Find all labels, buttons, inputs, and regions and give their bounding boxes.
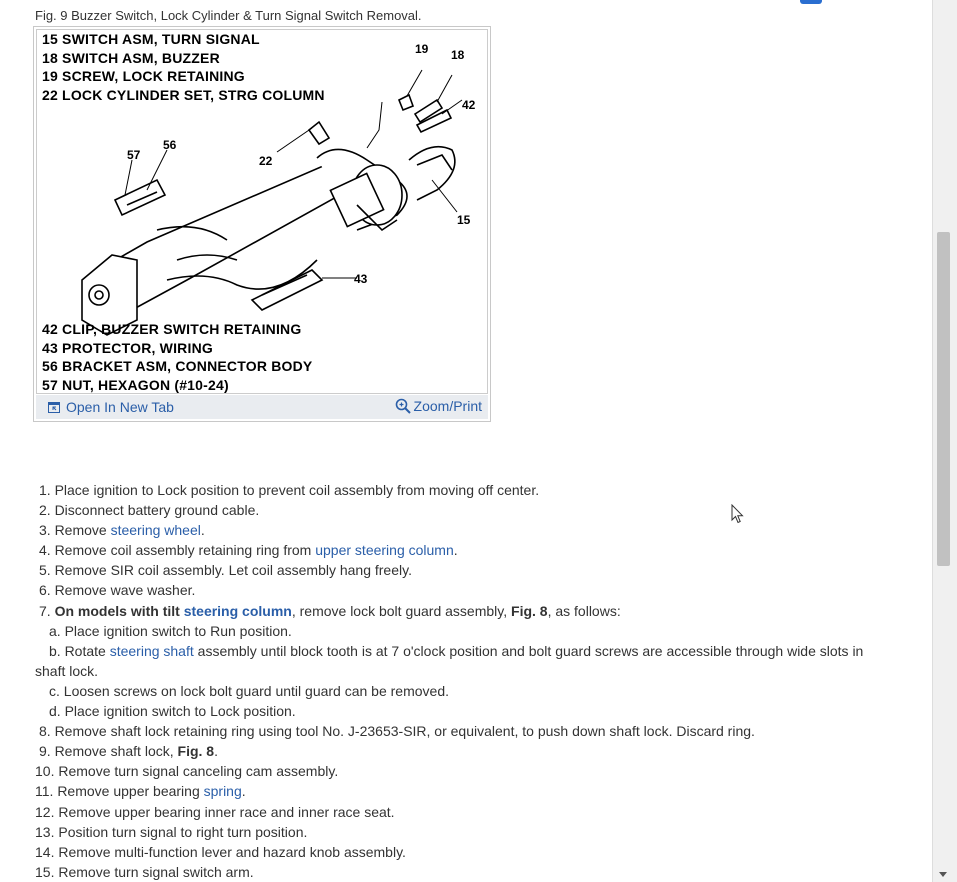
callout-22: 22 bbox=[259, 154, 273, 168]
step-8: 8. Remove shaft lock retaining ring using tool No. J-23653-SIR, or equivalent, to push down shaft lock. Discard ring. bbox=[39, 723, 755, 740]
callout-42: 42 bbox=[462, 98, 476, 112]
figure-toolbar bbox=[36, 395, 488, 419]
steering-column-link[interactable]: steering column bbox=[183, 602, 292, 619]
figure-caption: Fig. 9 Buzzer Switch, Lock Cylinder & Turn Signal Switch Removal. bbox=[35, 8, 422, 23]
step-4: 4. Remove coil assembly retaining ring from upper steering column. bbox=[39, 542, 458, 559]
procedure-steps bbox=[35, 480, 895, 882]
zoom-icon bbox=[395, 398, 411, 414]
legend-item: 42 CLIP, BUZZER SWITCH RETAINING bbox=[42, 321, 302, 337]
legend-item: 15 SWITCH ASM, TURN SIGNAL bbox=[42, 31, 260, 47]
step-7a: a. Place ignition switch to Run position. bbox=[49, 622, 292, 639]
step-7c: c. Loosen screws on lock bolt guard until guard can be removed. bbox=[49, 682, 450, 699]
steering-shaft-link[interactable]: steering shaft bbox=[109, 642, 194, 659]
callout-19: 19 bbox=[415, 42, 429, 56]
step-14: 14. Remove multi-function lever and hazard knob assembly. bbox=[35, 843, 406, 860]
step-3: 3. Remove steering wheel. bbox=[39, 522, 205, 539]
step-15: 15. Remove turn signal switch arm. bbox=[35, 863, 254, 880]
step-2: 2. Disconnect battery ground cable. bbox=[39, 502, 260, 519]
legend-item: 22 LOCK CYLINDER SET, STRG COLUMN bbox=[42, 86, 325, 103]
open-in-new-tab-link[interactable] bbox=[48, 399, 174, 415]
step-7b: b. Rotate steering shaft assembly until block tooth is at 7 o'clock position and bolt guard screws are accessible through wide slots in shaft lock. bbox=[35, 642, 864, 679]
step-9: 9. Remove shaft lock, Fig. 8. bbox=[39, 743, 218, 760]
callout-56: 56 bbox=[163, 138, 177, 152]
diagram-image bbox=[36, 29, 488, 394]
step-7: 7. On models with tilt steering column, remove lock bolt guard assembly, Fig. 8, as follows: bbox=[39, 602, 621, 619]
mouse-cursor-icon bbox=[731, 504, 745, 524]
legend-item: 57 NUT, HEXAGON (#10-24) bbox=[42, 376, 229, 393]
figure-container bbox=[33, 26, 491, 422]
open-in-new-tab-label: Open In New Tab bbox=[66, 399, 174, 415]
step-11: 11. Remove upper bearing spring. bbox=[35, 783, 246, 800]
step-6: 6. Remove wave washer. bbox=[39, 582, 196, 599]
new-tab-icon bbox=[48, 402, 60, 413]
legend-item: 56 BRACKET ASM, CONNECTOR BODY bbox=[42, 358, 313, 374]
step-12: 12. Remove upper bearing inner race and inner race seat. bbox=[35, 803, 395, 820]
steering-wheel-link[interactable]: steering wheel bbox=[110, 522, 201, 539]
step-13: 13. Position turn signal to right turn position. bbox=[35, 823, 308, 840]
callout-57: 57 bbox=[127, 148, 141, 162]
legend-bottom bbox=[42, 320, 312, 394]
legend-item: 43 PROTECTOR, WIRING bbox=[42, 339, 213, 356]
step-7d: d. Place ignition switch to Lock position. bbox=[49, 703, 296, 720]
callout-43: 43 bbox=[354, 272, 368, 286]
callout-18: 18 bbox=[451, 48, 465, 62]
step-10: 10. Remove turn signal canceling cam assembly. bbox=[35, 763, 339, 780]
spring-link[interactable]: spring bbox=[203, 783, 242, 800]
legend-item: 19 SCREW, LOCK RETAINING bbox=[42, 68, 245, 84]
vertical-scrollbar[interactable] bbox=[932, 0, 957, 882]
step-5: 5. Remove SIR coil assembly. Let coil assembly hang freely. bbox=[39, 562, 412, 579]
legend-item: 18 SWITCH ASM, BUZZER bbox=[42, 49, 220, 66]
zoom-print-label: Zoom/Print bbox=[413, 398, 482, 414]
zoom-print-link[interactable] bbox=[395, 398, 482, 414]
info-icon[interactable] bbox=[800, 0, 822, 4]
step-1: 1. Place ignition to Lock position to prevent coil assembly from moving off center. bbox=[39, 482, 540, 498]
scroll-down-arrow-icon[interactable] bbox=[939, 872, 947, 877]
upper-steering-column-link[interactable]: upper steering column bbox=[315, 542, 454, 559]
callout-15: 15 bbox=[457, 213, 471, 227]
scrollbar-thumb[interactable] bbox=[937, 232, 950, 566]
